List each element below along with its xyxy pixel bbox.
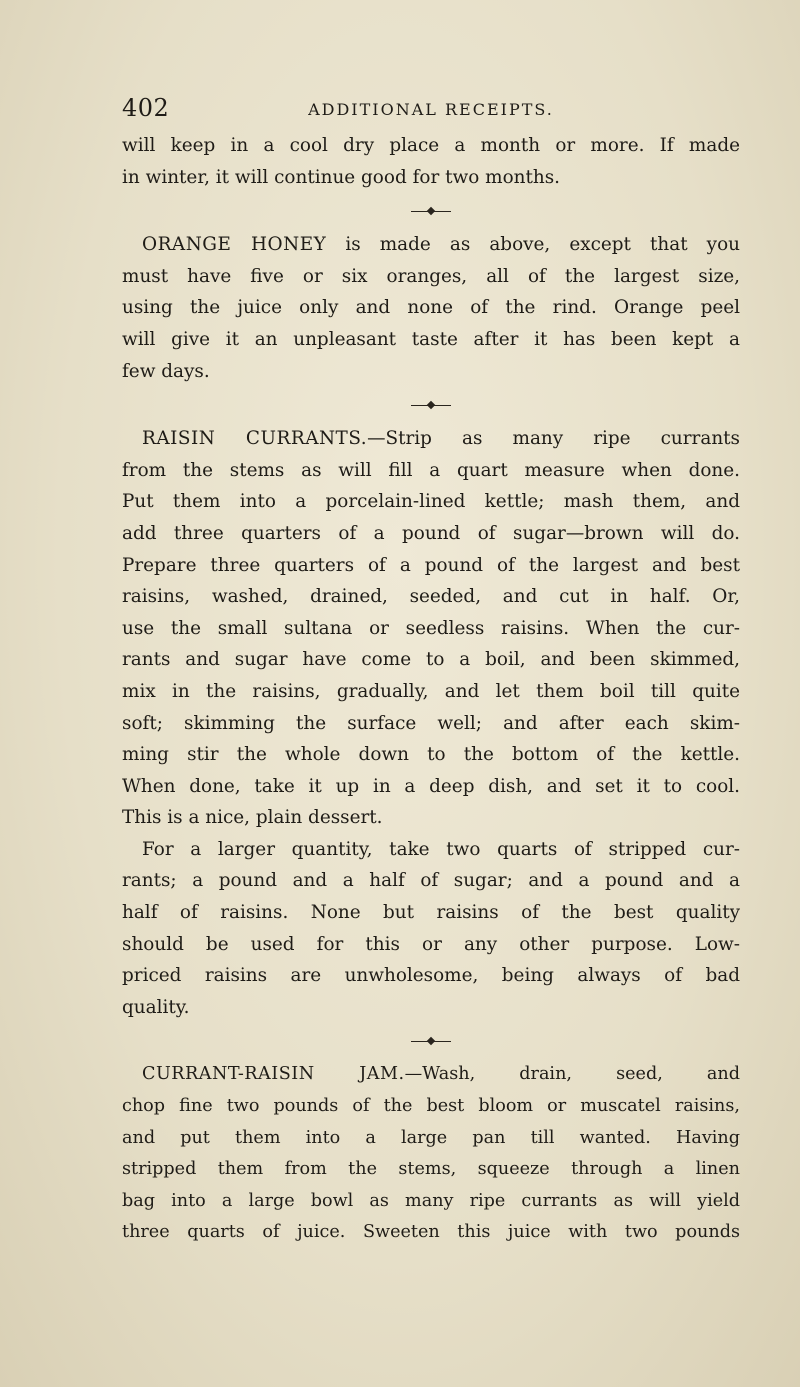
currant-raisin-jam-paragraph bbox=[122, 1059, 740, 1249]
text-line: quality. bbox=[122, 996, 190, 1018]
section-divider bbox=[122, 193, 740, 229]
continuation-paragraph bbox=[122, 130, 740, 193]
section-divider bbox=[122, 1023, 740, 1059]
text-line: RAISIN CURRANTS.—Strip as many ripe currants bbox=[142, 428, 740, 450]
text-line: few days. bbox=[122, 360, 210, 382]
text-line: rants and sugar have come to a boil, and been skimmed, bbox=[122, 649, 740, 671]
text-line: use the small sultana or seedless raisins. When the cur- bbox=[122, 617, 740, 639]
page-number: 402 bbox=[122, 94, 170, 122]
text-line: priced raisins are unwholesome, being always of bad bbox=[122, 965, 740, 987]
raisin-currants-paragraph-2 bbox=[122, 834, 740, 1024]
text-line: in winter, it will continue good for two months. bbox=[122, 166, 561, 188]
raisin-currants-paragraph bbox=[122, 423, 740, 834]
text-line: will keep in a cool dry place a month or more. If made bbox=[122, 135, 740, 156]
text-line: three quarts of juice. Sweeten this juice with two pounds bbox=[122, 1222, 740, 1243]
text-line: must have five or six oranges, all of the largest size, bbox=[122, 265, 740, 287]
page-header bbox=[122, 94, 740, 128]
orange-honey-paragraph bbox=[122, 229, 740, 387]
text-line: raisins, washed, drained, seeded, and cut in half. Or, bbox=[122, 586, 740, 608]
text-line: ORANGE HONEY is made as above, except that you bbox=[142, 234, 740, 256]
recipe-title: RAISIN CURRANTS. bbox=[142, 428, 368, 450]
text-line: For a larger quantity, take two quarts of stripped cur- bbox=[142, 838, 740, 860]
text-line: mix in the raisins, gradually, and let them boil till quite bbox=[122, 680, 740, 702]
text-line: add three quarters of a pound of sugar—brown will do. bbox=[122, 522, 740, 544]
text-line: should be used for this or any other purpose. Low- bbox=[122, 933, 740, 955]
text-line: from the stems as will fill a quart measure when done. bbox=[122, 459, 740, 481]
text-line: soft; skimming the surface well; and after each skim- bbox=[122, 712, 740, 734]
running-head: ADDITIONAL RECEIPTS. bbox=[308, 100, 554, 119]
text-line: ming stir the whole down to the bottom of the kettle. bbox=[122, 744, 740, 766]
book-page bbox=[122, 94, 740, 1249]
text-line: Prepare three quarters of a pound of the largest and best bbox=[122, 554, 740, 576]
recipe-title: ORANGE HONEY bbox=[142, 234, 327, 256]
text-line: bag into a large bowl as many ripe currants as will yield bbox=[122, 1190, 740, 1211]
text-line: CURRANT-RAISIN JAM.—Wash, drain, seed, and bbox=[142, 1064, 740, 1085]
recipe-title: CURRANT-RAISIN JAM. bbox=[142, 1064, 405, 1085]
section-divider bbox=[122, 387, 740, 423]
text-line: rants; a pound and a half of sugar; and a pound and a bbox=[122, 870, 740, 892]
text-line: When done, take it up in a deep dish, and set it to cool. bbox=[122, 775, 740, 797]
text-line: This is a nice, plain dessert. bbox=[122, 807, 383, 829]
text-line: will give it an unpleasant taste after it has been kept a bbox=[122, 328, 740, 350]
text-line: Put them into a porcelain-lined kettle; mash them, and bbox=[122, 491, 740, 513]
text-line: using the juice only and none of the rind. Orange peel bbox=[122, 297, 740, 319]
text-line: stripped them from the stems, squeeze through a linen bbox=[122, 1159, 740, 1180]
text-line: chop fine two pounds of the best bloom or muscatel raisins, bbox=[122, 1096, 740, 1117]
text-line: half of raisins. None but raisins of the best quality bbox=[122, 902, 740, 924]
text-line: and put them into a large pan till wanted. Having bbox=[122, 1127, 740, 1148]
